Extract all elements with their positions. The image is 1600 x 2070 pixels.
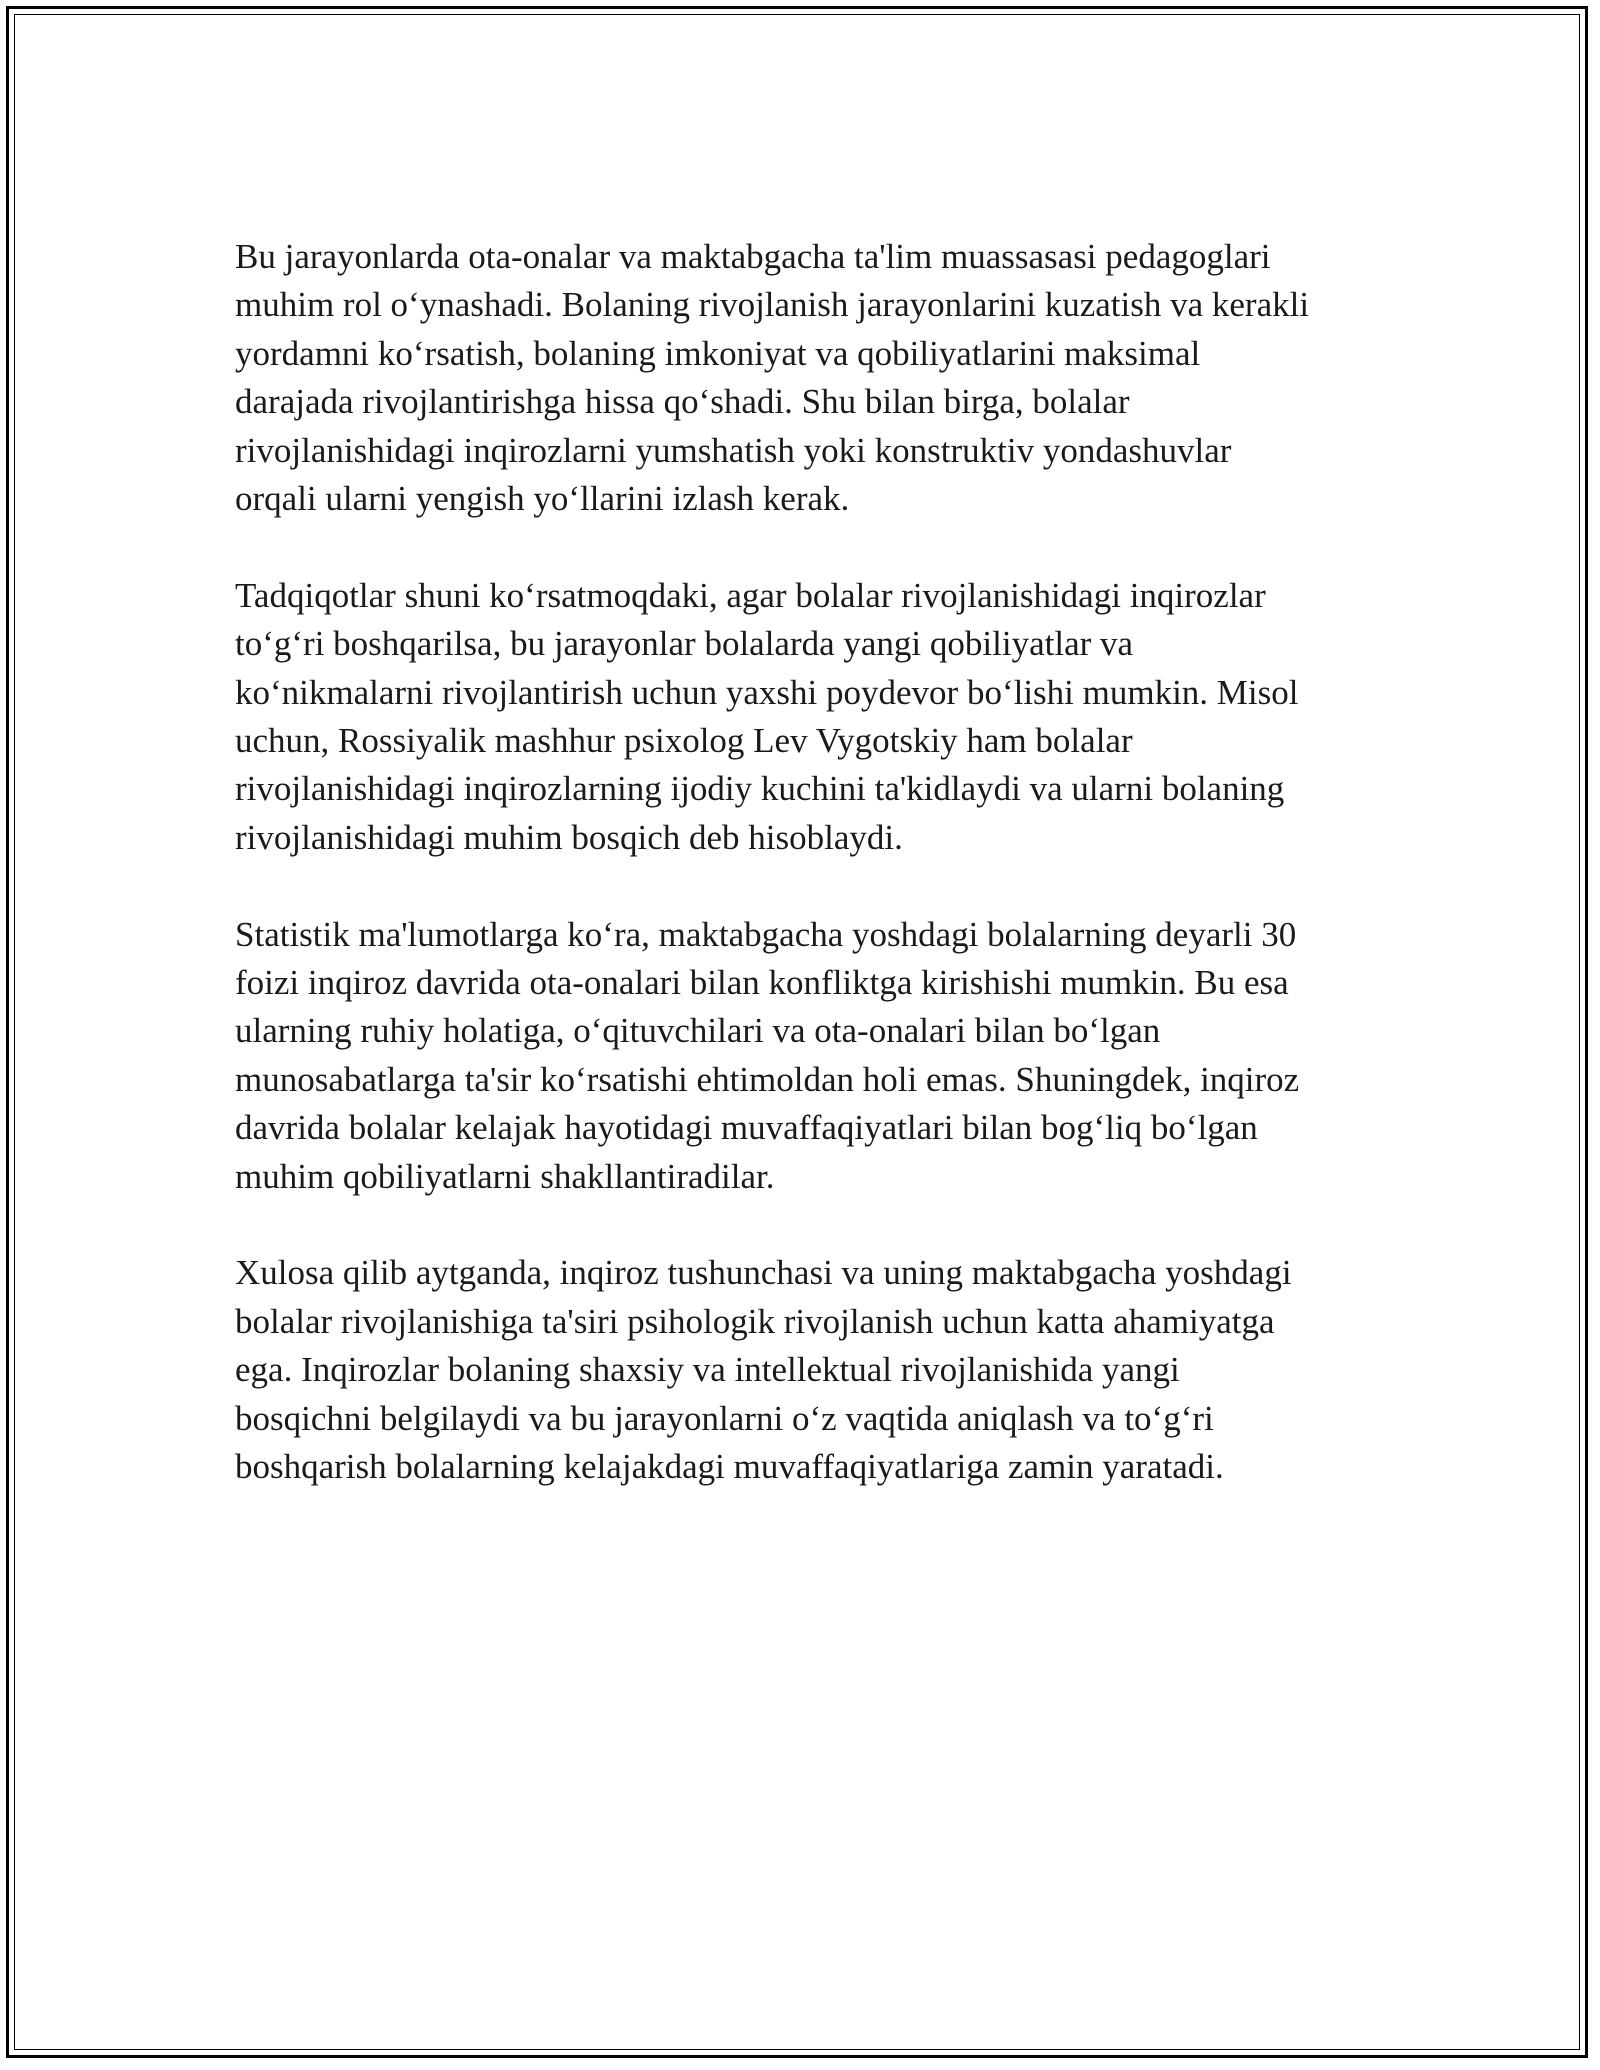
- text-line: ularning ruhiy holatiga, o‘qituvchilari va ota-onalari bilan bo‘lgan: [235, 1011, 1161, 1051]
- text-line: rivojlanishidagi inqirozlarning ijodiy kuchini ta'kidlaydi va ularni bolaning: [235, 769, 1285, 809]
- text-line: boshqarish bolalarning kelajakdagi muvaffaqiyatlariga zamin yaratadi.: [235, 1447, 1224, 1487]
- text-line: ko‘nikmalarni rivojlantirish uchun yaxshi poydevor bo‘lishi mumkin. Misol: [235, 672, 1299, 712]
- text-line: bolalar rivojlanishiga ta'siri psihologik rivojlanish uchun katta ahamiyatga: [235, 1301, 1275, 1341]
- text-line: Statistik ma'lumotlarga ko‘ra, maktabgacha yoshdagi bolalarning deyarli 30: [235, 914, 1297, 954]
- text-line: darajada rivojlantirishga hissa qo‘shadi. Shu bilan birga, bolalar: [235, 382, 1130, 422]
- text-line: munosabatlarga ta'sir ko‘rsatishi ehtimoldan holi emas. Shuningdek, inqiroz: [235, 1059, 1300, 1099]
- text-line: bosqichni belgilaydi va bu jarayonlarni o‘z vaqtida aniqlash va to‘g‘ri: [235, 1398, 1214, 1438]
- text-line: rivojlanishidagi inqirozlarni yumshatish yoki konstruktiv yondashuvlar: [235, 430, 1232, 470]
- text-line: to‘g‘ri boshqarilsa, bu jarayonlar bolalarda yangi qobiliyatlar va: [235, 624, 1134, 664]
- paragraph-3: [235, 911, 1385, 1201]
- text-line: davrida bolalar kelajak hayotidagi muvaffaqiyatlari bilan bog‘liq bo‘lgan: [235, 1108, 1258, 1148]
- text-line: muhim rol o‘ynashadi. Bolaning rivojlanish jarayonlarini kuzatish va kerakli: [235, 285, 1310, 325]
- text-line: muhim qobiliyatlarni shakllantiradilar.: [235, 1156, 775, 1196]
- text-line: uchun, Rossiyalik mashhur psixolog Lev Vygotskiy ham bolalar: [235, 721, 1133, 761]
- text-line: Xulosa qilib aytganda, inqiroz tushunchasi va uning maktabgacha yoshdagi: [235, 1253, 1292, 1293]
- text-line: rivojlanishidagi muhim bosqich deb hisoblaydi.: [235, 817, 903, 857]
- text-line: orqali ularni yengish yo‘llarini izlash kerak.: [235, 479, 850, 519]
- text-line: Tadqiqotlar shuni ko‘rsatmoqdaki, agar bolalar rivojlanishidagi inqirozlar: [235, 575, 1266, 615]
- paragraph-4: [235, 1249, 1385, 1491]
- document-body: [235, 233, 1385, 1492]
- text-line: Bu jarayonlarda ota-onalar va maktabgacha ta'lim muassasasi pedagoglari: [235, 237, 1271, 276]
- text-line: foizi inqiroz davrida ota-onalari bilan konfliktga kirishishi mumkin. Bu esa: [235, 963, 1289, 1003]
- paragraph-1: [235, 233, 1385, 523]
- text-line: ega. Inqirozlar bolaning shaxsiy va intellektual rivojlanishida yangi: [235, 1350, 1180, 1390]
- paragraph-2: [235, 572, 1385, 862]
- text-line: yordamni ko‘rsatish, bolaning imkoniyat va qobiliyatlarini maksimal: [235, 333, 1201, 373]
